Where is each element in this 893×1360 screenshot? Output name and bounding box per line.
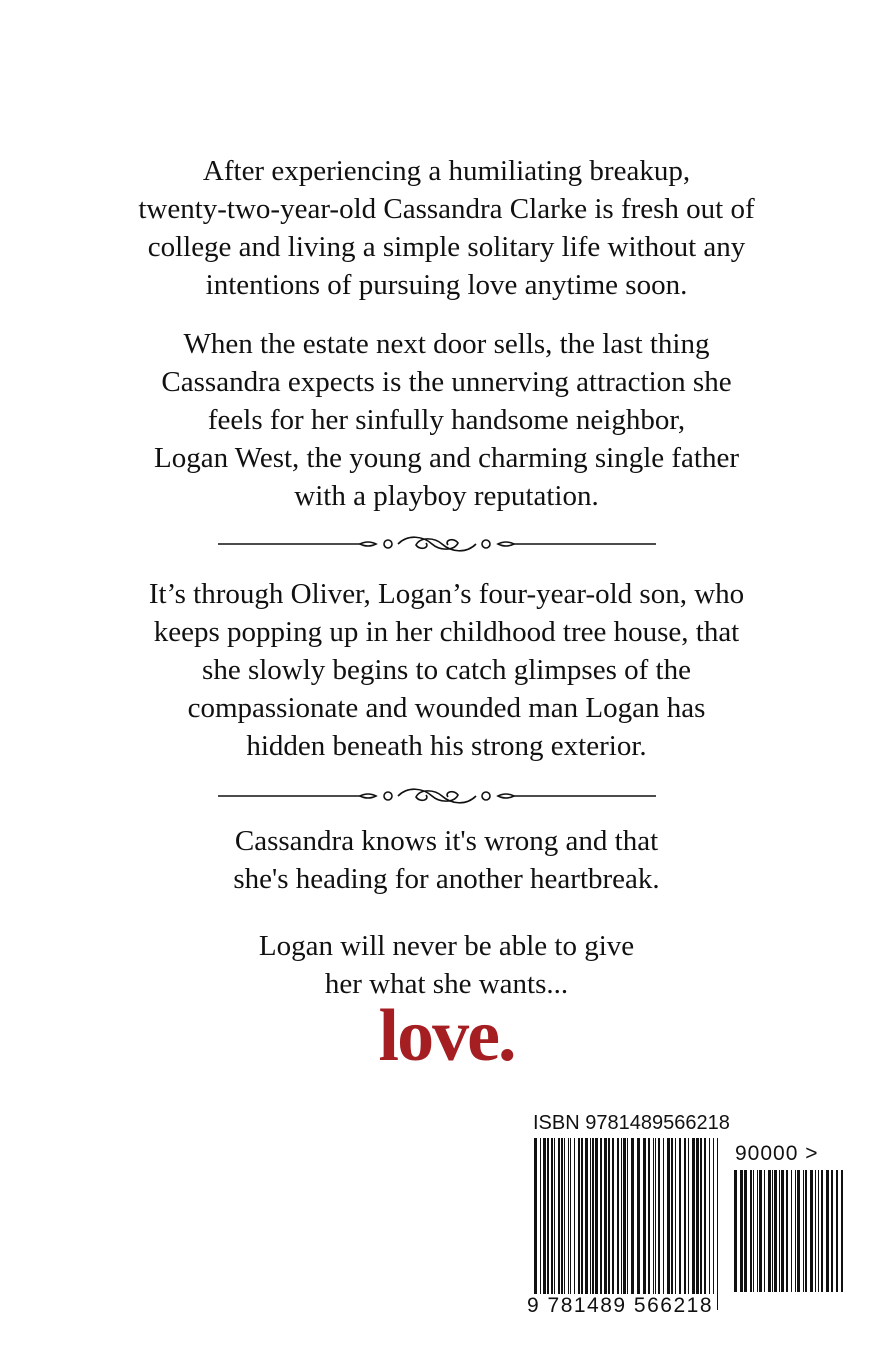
barcode-bar	[815, 1170, 816, 1292]
barcode-bar	[621, 1138, 622, 1296]
blurb-line: Cassandra knows it's wrong and that	[234, 825, 659, 857]
barcode-bar	[774, 1170, 777, 1292]
barcode-bar	[570, 1138, 571, 1296]
blurb-line: intentions of pursuing love anytime soon.	[205, 269, 688, 301]
barcode-bar	[631, 1138, 634, 1296]
barcode-bar	[688, 1138, 689, 1296]
barcode-bar	[540, 1138, 541, 1310]
blurb-line: Logan West, the young and charming single father	[153, 442, 740, 474]
barcode-bar	[592, 1138, 594, 1296]
barcode-bar	[826, 1170, 829, 1292]
blurb-paragraph-1	[0, 152, 893, 304]
barcode-bar	[534, 1138, 537, 1310]
barcode-bar	[675, 1138, 676, 1296]
blurb-line: she's heading for another heartbreak.	[233, 863, 660, 895]
blurb-line: It’s through Oliver, Logan’s four-year-old son, who	[148, 578, 745, 610]
blurb-line: After experiencing a humiliating breakup,	[202, 155, 691, 187]
barcode-bar	[658, 1138, 660, 1296]
barcode-bar	[696, 1138, 699, 1296]
barcode-bar	[740, 1170, 743, 1292]
barcode-bar	[604, 1138, 607, 1296]
barcode-bar	[692, 1138, 695, 1296]
closing-word: love.	[378, 995, 515, 1077]
blurb-line: hidden beneath his strong exterior.	[246, 730, 647, 762]
barcode-bar	[772, 1170, 773, 1292]
barcode-bar	[547, 1138, 549, 1296]
blurb-line: Cassandra expects is the unnerving attraction she	[161, 366, 732, 398]
barcode-bar	[612, 1138, 614, 1296]
barcode-bar	[551, 1138, 553, 1296]
barcode-bar	[757, 1170, 758, 1292]
addon-barcode-bars	[733, 1170, 845, 1292]
blurb-line: college and living a simple solitary life without any	[147, 231, 746, 263]
barcode-bar	[558, 1138, 560, 1296]
barcode-bar	[623, 1138, 626, 1296]
barcode-bar	[768, 1170, 771, 1292]
barcode-bar	[648, 1138, 650, 1296]
barcode-bar	[795, 1170, 796, 1292]
barcode-bar	[637, 1138, 640, 1296]
barcode-bar	[590, 1138, 591, 1296]
barcode-bar	[810, 1170, 813, 1292]
barcode-bar	[600, 1138, 602, 1296]
isbn-barcode	[525, 1112, 855, 1326]
barcode-bar	[667, 1138, 670, 1296]
blurb-paragraph-4	[0, 822, 893, 898]
barcode-bar	[655, 1138, 656, 1296]
barcode-bar	[561, 1138, 563, 1296]
blurb-line: Logan will never be able to give	[258, 930, 635, 962]
ornamental-divider	[218, 532, 656, 556]
blurb-line: feels for her sinfully handsome neighbor,	[207, 404, 686, 436]
barcode-bar	[779, 1170, 780, 1292]
barcode-bars	[533, 1138, 723, 1310]
barcode-bar	[805, 1170, 807, 1292]
barcode-bar	[617, 1138, 619, 1296]
barcode-bar	[679, 1138, 681, 1296]
barcode-bar	[554, 1138, 555, 1296]
barcode-bar	[753, 1170, 754, 1292]
barcode-bar	[595, 1138, 598, 1296]
barcode-bar	[744, 1170, 747, 1292]
barcode-bar	[684, 1138, 686, 1296]
barcode-bar	[831, 1170, 833, 1292]
barcode-bar	[564, 1138, 565, 1296]
barcode-bar	[653, 1138, 654, 1296]
barcode-bar	[643, 1138, 646, 1296]
isbn-label: ISBN 9781489566218	[533, 1112, 730, 1134]
blurb-line: When the estate next door sells, the last thing	[183, 328, 710, 360]
barcode-bar	[543, 1138, 546, 1296]
barcode-bar	[713, 1138, 714, 1296]
barcode-bar	[608, 1138, 610, 1296]
blurb-line: keeps popping up in her childhood tree house, that	[153, 616, 740, 648]
barcode-bar	[717, 1138, 718, 1310]
barcode-bar	[663, 1138, 664, 1296]
blurb-line: she slowly begins to catch glimpses of the	[202, 654, 691, 686]
barcode-bar	[709, 1138, 710, 1296]
blurb-paragraph-2	[0, 325, 893, 515]
barcode-bar	[803, 1170, 804, 1292]
barcode-bar	[574, 1138, 575, 1296]
barcode-bar	[797, 1170, 800, 1292]
ornamental-divider	[218, 784, 656, 808]
barcode-bar	[818, 1170, 819, 1292]
barcode-bar	[786, 1170, 788, 1292]
barcode-bar	[781, 1170, 784, 1292]
barcode-bar	[821, 1170, 823, 1292]
barcode-bar	[759, 1170, 762, 1292]
barcode-bar	[841, 1170, 843, 1292]
barcode-digits: 9 781489 566218	[527, 1294, 713, 1317]
blurb-line: with a playboy reputation.	[294, 480, 599, 512]
barcode-bar	[704, 1138, 706, 1296]
blurb-line: compassionate and wounded man Logan has	[187, 692, 706, 724]
barcode-bar	[585, 1138, 588, 1296]
barcode-bar	[700, 1138, 702, 1296]
blurb-line: twenty-two-year-old Cassandra Clarke is fresh out of	[138, 193, 755, 225]
barcode-bar	[671, 1138, 673, 1296]
barcode-bar	[764, 1170, 765, 1292]
barcode-bar	[750, 1170, 752, 1292]
barcode-bar	[836, 1170, 838, 1292]
barcode-bar	[578, 1138, 580, 1296]
barcode-bar	[734, 1170, 737, 1292]
blurb-paragraph-5	[0, 927, 893, 1003]
price-addon-label: 90000 >	[735, 1142, 819, 1165]
barcode-bar	[581, 1138, 583, 1296]
blurb-line: her what she wants...	[324, 968, 569, 1000]
barcode-bar	[791, 1170, 792, 1292]
barcode-bar	[568, 1138, 569, 1296]
barcode-bar	[627, 1138, 628, 1310]
blurb-paragraph-3	[0, 575, 893, 765]
